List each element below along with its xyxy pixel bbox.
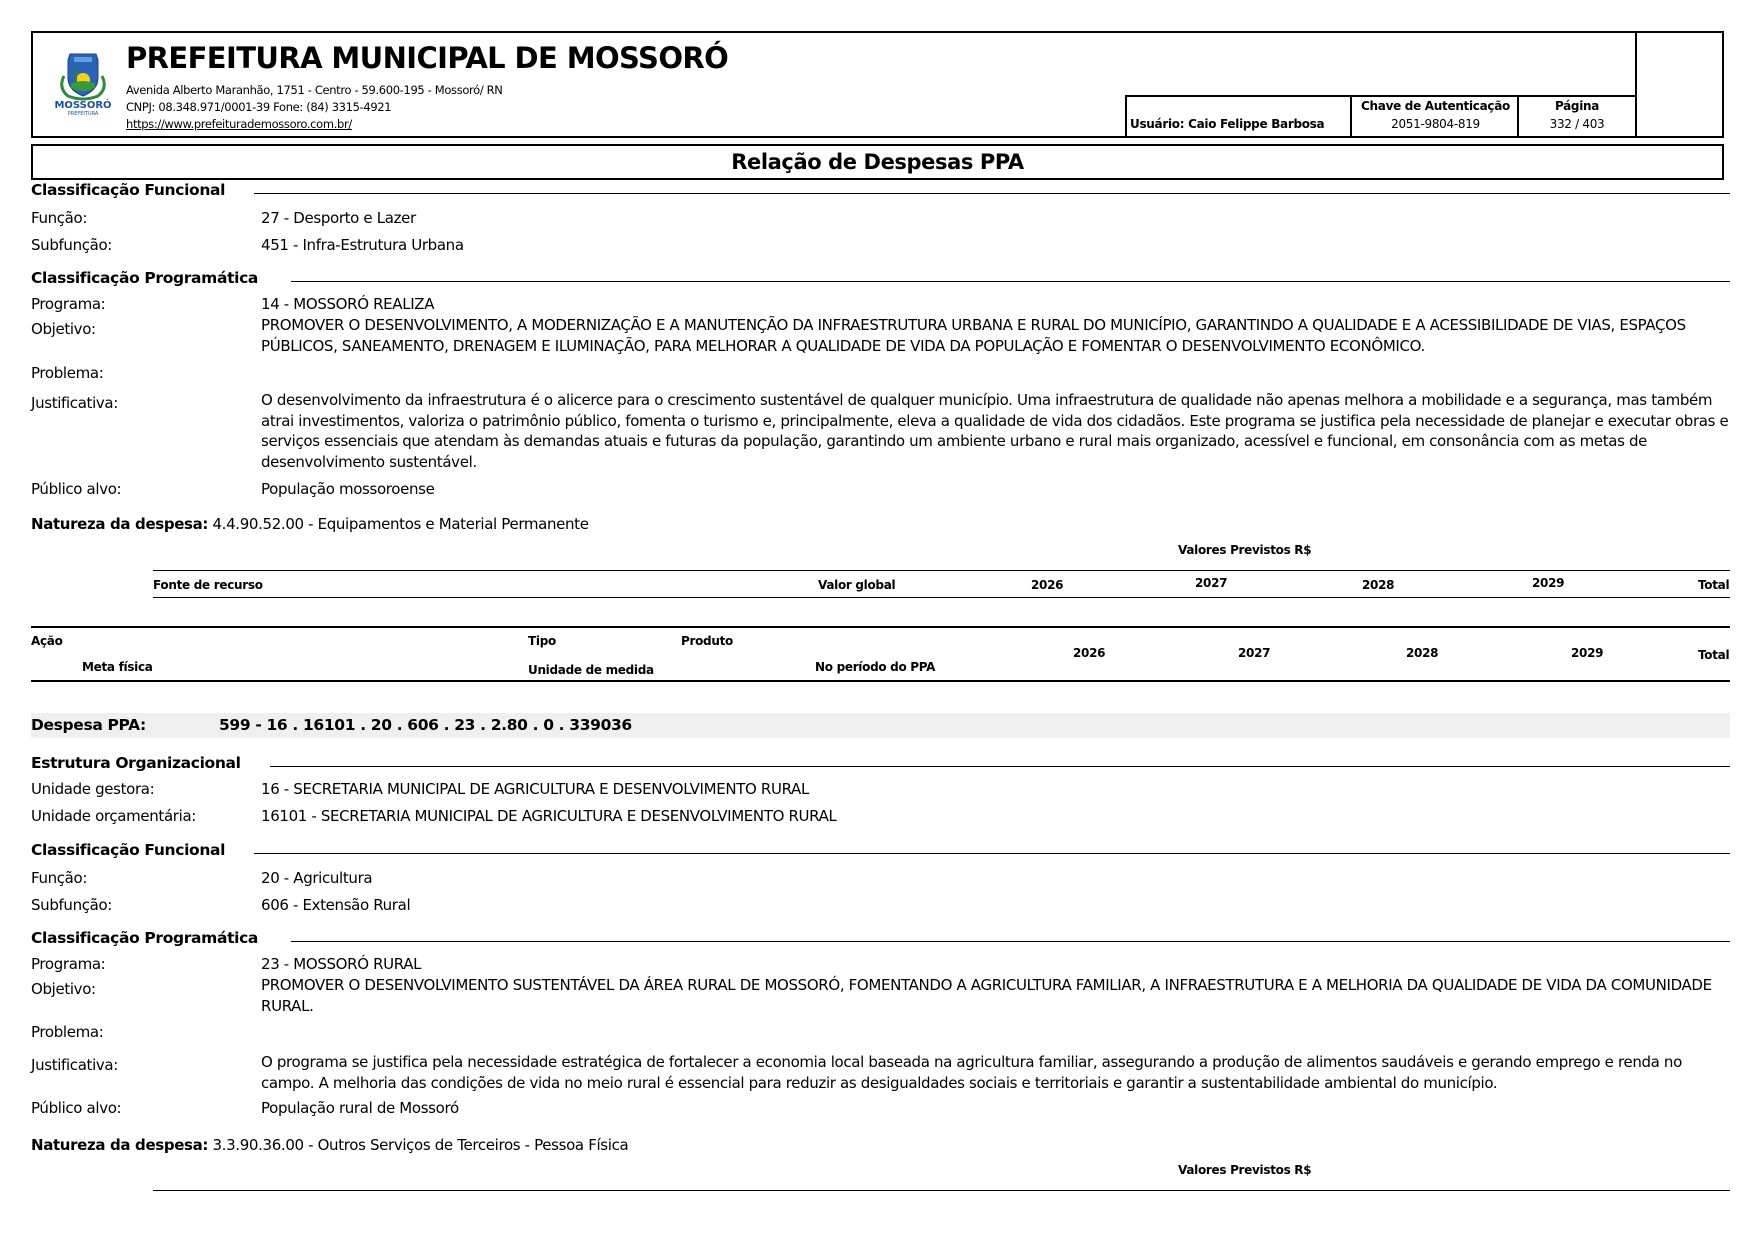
justificativa-value: O desenvolvimento da infraestrutura é o alicerce para o crescimento sustentável de qualquer município. Uma infraestrutura de qualidade não apenas melhora a mobilidade e a segurança, mas também atrai investimentos, valoriza o patrimônio público, fomenta o turismo e, principalmente, eleva a qualidade de vida dos cidadãos. Este programa se justifica pela necessidade de planejar e executar obras e serviços essenciais que atendam às demandas atuais e futuras da população, garantindo um ambiente urbano e rural mais organizado, acessível e funcional, em consonância com as metas de desenvolvimento sustentável. [261, 391, 1729, 471]
valores-previstos-header: Valores Previstos R$ [1178, 1163, 1312, 1177]
auth-key-label: Chave de Autenticação [1361, 99, 1510, 113]
unidade-orcamentaria-value: 16101 - SECRETARIA MUNICIPAL DE AGRICULTURA E DESENVOLVIMENTO RURAL [261, 807, 837, 825]
publico-alvo-label: Público alvo: [31, 480, 122, 498]
subfuncao-label: Subfunção: [31, 236, 113, 254]
table-rule [153, 1190, 1730, 1191]
unidade-orcamentaria-label: Unidade orçamentária: [31, 807, 196, 825]
natureza-despesa [31, 1136, 628, 1154]
col-year-2029: 2029 [1532, 576, 1565, 590]
org-name: PREFEITURA MUNICIPAL DE MOSSORÓ [126, 41, 729, 75]
col-year-2028: 2028 [1362, 578, 1395, 592]
section-classificacao-funcional: Classificação Funcional [31, 841, 226, 859]
programa-label: Programa: [31, 295, 106, 313]
user-box [1125, 95, 1352, 138]
section-estrutura-organizacional: Estrutura Organizacional [31, 754, 241, 772]
funcao-value: 20 - Agricultura [261, 869, 373, 887]
table-rule-thick [31, 680, 1730, 682]
problema-label: Problema: [31, 364, 104, 382]
despesa-ppa-code: 599 - 16 . 16101 . 20 . 606 . 23 . 2.80 . 0 . 339036 [219, 716, 632, 734]
report-title-box [31, 144, 1724, 180]
page-label: Página [1554, 99, 1600, 113]
section-divider [291, 281, 1730, 282]
section-classificacao-programatica: Classificação Programática [31, 929, 259, 947]
org-contact: CNPJ: 08.348.971/0001-39 Fone: (84) 3315-4921 [126, 100, 392, 114]
user-label: Usuário: Caio Felippe Barbosa [1130, 117, 1325, 131]
subfuncao-value: 606 - Extensão Rural [261, 896, 411, 914]
objetivo-label: Objetivo: [31, 320, 96, 338]
page-number: 332 / 403 [1549, 117, 1605, 131]
table-rule [153, 597, 1730, 598]
report-title: Relação de Despesas PPA [731, 150, 1024, 174]
auth-key-value: 2051-9804-819 [1391, 117, 1480, 131]
publico-alvo-label: Público alvo: [31, 1099, 122, 1117]
col-year-2026: 2026 [1031, 578, 1064, 592]
justificativa-value: O programa se justifica pela necessidade estratégica de fortalecer a economia local baseada na agricultura familiar, assegurando a produção de alimentos saudáveis e gerando emprego e renda no campo. A melhoria das condições de vida no meio rural é essencial para reduzir as desigualdades sociais e territoriais e garantir a sustentabilidade ambiental do município. [261, 1053, 1682, 1092]
objetivo-value: PROMOVER O DESENVOLVIMENTO SUSTENTÁVEL DA ÁREA RURAL DE MOSSORÓ, FOMENTANDO A AGRICULTURA FAMILIAR, A INFRAESTRUTURA E A MELHORIA DA QUALIDADE DE VIDA DA COMUNIDADE RURAL. [261, 976, 1712, 1015]
table-rule-thick [31, 626, 1730, 628]
col-produto: Produto [681, 634, 733, 648]
logo-subtext: PREFEITURA [67, 111, 99, 117]
natureza-value: 3.3.90.36.00 - Outros Serviços de Terceiros - Pessoa Física [212, 1136, 629, 1154]
col-meta-2027: 2027 [1238, 646, 1271, 660]
report-header [31, 31, 1724, 138]
col-meta-2029: 2029 [1571, 646, 1604, 660]
logo-text: MOSSORÓ [54, 100, 112, 111]
objetivo-label: Objetivo: [31, 980, 96, 998]
col-no-periodo-ppa: No período do PPA [815, 660, 936, 674]
funcao-label: Função: [31, 869, 88, 887]
col-meta-2028: 2028 [1406, 646, 1439, 660]
publico-alvo-value: População mossoroense [261, 480, 435, 498]
justificativa-label: Justificativa: [31, 394, 118, 412]
header-divider [1635, 33, 1637, 136]
natureza-despesa [31, 515, 589, 533]
section-divider [254, 853, 1730, 854]
org-website-link[interactable]: https://www.prefeiturademossoro.com.br/ [126, 117, 352, 131]
col-fonte-de-recurso: Fonte de recurso [153, 578, 263, 592]
col-valor-global: Valor global [818, 578, 896, 592]
section-classificacao-programatica: Classificação Programática [31, 269, 259, 287]
col-meta-total: Total [1698, 648, 1730, 662]
justificativa-label: Justificativa: [31, 1056, 118, 1074]
objetivo-value: PROMOVER O DESENVOLVIMENTO, A MODERNIZAÇÃO E A MANUTENÇÃO DA INFRAESTRUTURA URBANA E RURAL DO MUNICÍPIO, GARANTINDO A QUALIDADE E A ACESSIBILIDADE DE VIAS, ESPAÇOS PÚBLICOS, SANEAMENTO, DRENAGEM E ILUMINAÇÃO, PARA MELHORAR A QUALIDADE DE VIDA DA POPULAÇÃO E FOMENTAR O DESENVOLVIMENTO ECONÔMICO. [261, 316, 1686, 355]
programa-value: 23 - MOSSORÓ RURAL [261, 955, 422, 973]
section-divider [291, 941, 1730, 942]
programa-value: 14 - MOSSORÓ REALIZA [261, 295, 435, 313]
unidade-gestora-label: Unidade gestora: [31, 780, 155, 798]
natureza-label: Natureza da despesa: [31, 515, 209, 533]
col-total: Total [1698, 578, 1730, 592]
unidade-gestora-value: 16 - SECRETARIA MUNICIPAL DE AGRICULTURA E DESENVOLVIMENTO RURAL [261, 780, 809, 798]
programa-label: Programa: [31, 955, 106, 973]
col-acao: Ação [31, 634, 63, 648]
natureza-label: Natureza da despesa: [31, 1136, 209, 1154]
section-classificacao-funcional: Classificação Funcional [31, 181, 226, 199]
mossoro-coat-of-arms-icon [52, 48, 114, 118]
col-tipo: Tipo [528, 634, 556, 648]
col-meta-2026: 2026 [1073, 646, 1106, 660]
section-divider [254, 193, 1730, 194]
valores-previstos-header: Valores Previstos R$ [1178, 543, 1312, 557]
publico-alvo-value: População rural de Mossoró [261, 1099, 459, 1117]
section-divider [270, 766, 1730, 767]
page-box [1517, 95, 1637, 138]
col-meta-fisica: Meta física [82, 660, 153, 674]
org-address: Avenida Alberto Maranhão, 1751 - Centro - 59.600-195 - Mossoró/ RN [126, 83, 503, 97]
funcao-value: 27 - Desporto e Lazer [261, 209, 416, 227]
despesa-ppa-label: Despesa PPA: [31, 716, 146, 734]
subfuncao-label: Subfunção: [31, 896, 113, 914]
col-unidade-de-medida: Unidade de medida [528, 663, 654, 677]
funcao-label: Função: [31, 209, 88, 227]
auth-key-box [1350, 95, 1519, 138]
table-rule [153, 570, 1730, 571]
col-year-2027: 2027 [1195, 576, 1228, 590]
problema-label: Problema: [31, 1023, 104, 1041]
natureza-value: 4.4.90.52.00 - Equipamentos e Material Permanente [212, 515, 589, 533]
subfuncao-value: 451 - Infra-Estrutura Urbana [261, 236, 464, 254]
